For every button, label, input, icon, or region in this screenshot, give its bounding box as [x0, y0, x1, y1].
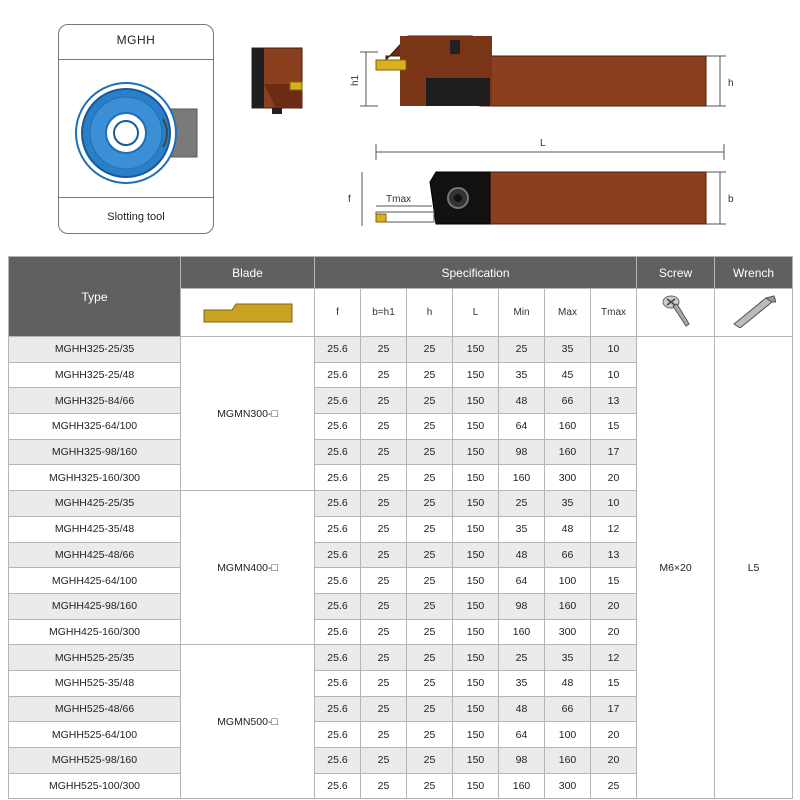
cell-tmax: 20 — [591, 722, 637, 748]
header-screw: Screw — [637, 257, 715, 289]
cell-min: 160 — [499, 773, 545, 799]
cell-tmax: 20 — [591, 619, 637, 645]
cell-f: 25.6 — [315, 722, 361, 748]
hex-wrench-icon — [732, 294, 776, 328]
screw-value: M6×20 — [637, 337, 715, 799]
cell-L: 150 — [453, 362, 499, 388]
cell-h: 25 — [407, 542, 453, 568]
dim-tmax: Tmax — [386, 194, 411, 205]
cell-h: 25 — [407, 773, 453, 799]
cell-L: 150 — [453, 645, 499, 671]
cell-max: 160 — [545, 414, 591, 440]
cell-f: 25.6 — [315, 337, 361, 363]
cell-tmax: 17 — [591, 439, 637, 465]
cell-bh1: 25 — [361, 568, 407, 594]
cell-max: 48 — [545, 516, 591, 542]
cell-f: 25.6 — [315, 388, 361, 414]
cell-L: 150 — [453, 670, 499, 696]
spec-table — [8, 256, 793, 799]
cell-tmax: 15 — [591, 568, 637, 594]
row-type: MGHH525-48/66 — [9, 696, 181, 722]
cell-h: 25 — [407, 696, 453, 722]
cell-bh1: 25 — [361, 362, 407, 388]
row-type: MGHH525-64/100 — [9, 722, 181, 748]
cell-bh1: 25 — [361, 645, 407, 671]
cell-f: 25.6 — [315, 645, 361, 671]
cell-bh1: 25 — [361, 414, 407, 440]
cell-L: 150 — [453, 773, 499, 799]
row-type: MGHH425-35/48 — [9, 516, 181, 542]
cell-bh1: 25 — [361, 722, 407, 748]
col-bh1: b=h1 — [361, 289, 407, 337]
cell-min: 25 — [499, 337, 545, 363]
cell-tmax: 12 — [591, 516, 637, 542]
cell-tmax: 10 — [591, 337, 637, 363]
row-type: MGHH525-100/300 — [9, 773, 181, 799]
cell-h: 25 — [407, 337, 453, 363]
cell-tmax: 15 — [591, 670, 637, 696]
row-type: MGHH325-98/160 — [9, 439, 181, 465]
cell-tmax: 20 — [591, 593, 637, 619]
cell-tmax: 25 — [591, 773, 637, 799]
cell-f: 25.6 — [315, 670, 361, 696]
cell-tmax: 20 — [591, 465, 637, 491]
cell-max: 300 — [545, 619, 591, 645]
cell-L: 150 — [453, 619, 499, 645]
cell-max: 160 — [545, 593, 591, 619]
cell-bh1: 25 — [361, 670, 407, 696]
cell-max: 66 — [545, 388, 591, 414]
cell-bh1: 25 — [361, 465, 407, 491]
cell-L: 150 — [453, 491, 499, 517]
wrench-icon-cell — [715, 289, 793, 337]
cell-min: 64 — [499, 722, 545, 748]
cell-bh1: 25 — [361, 491, 407, 517]
cell-bh1: 25 — [361, 748, 407, 774]
cell-tmax: 17 — [591, 696, 637, 722]
cell-bh1: 25 — [361, 337, 407, 363]
cell-tmax: 15 — [591, 414, 637, 440]
cell-bh1: 25 — [361, 542, 407, 568]
cell-h: 25 — [407, 362, 453, 388]
cell-min: 48 — [499, 388, 545, 414]
cell-L: 150 — [453, 568, 499, 594]
cell-min: 98 — [499, 593, 545, 619]
cell-min: 160 — [499, 619, 545, 645]
cell-L: 150 — [453, 722, 499, 748]
row-type: MGHH325-160/300 — [9, 465, 181, 491]
cell-f: 25.6 — [315, 619, 361, 645]
cell-tmax: 10 — [591, 491, 637, 517]
cell-max: 100 — [545, 722, 591, 748]
cell-max: 300 — [545, 465, 591, 491]
card-divider — [59, 59, 213, 60]
cell-h: 25 — [407, 414, 453, 440]
cell-min: 35 — [499, 516, 545, 542]
row-type: MGHH425-25/35 — [9, 491, 181, 517]
row-type: MGHH425-98/160 — [9, 593, 181, 619]
cell-max: 35 — [545, 491, 591, 517]
cell-h: 25 — [407, 748, 453, 774]
blade-insert-icon — [202, 302, 294, 324]
cell-max: 160 — [545, 748, 591, 774]
row-type: MGHH425-64/100 — [9, 568, 181, 594]
cell-h: 25 — [407, 465, 453, 491]
row-type: MGHH325-25/35 — [9, 337, 181, 363]
dim-L: L — [540, 138, 546, 149]
tool-top-view — [340, 130, 740, 240]
tool-side-view — [340, 30, 740, 124]
cell-min: 64 — [499, 414, 545, 440]
card-caption: Slotting tool — [107, 211, 165, 223]
screw-icon-cell — [637, 289, 715, 337]
card-title: MGHH — [116, 33, 156, 47]
dim-h1: h1 — [350, 74, 361, 86]
row-type: MGHH325-64/100 — [9, 414, 181, 440]
cell-min: 25 — [499, 645, 545, 671]
row-type: MGHH425-160/300 — [9, 619, 181, 645]
cell-f: 25.6 — [315, 593, 361, 619]
tool-card — [58, 24, 214, 234]
cell-max: 160 — [545, 439, 591, 465]
cell-max: 35 — [545, 337, 591, 363]
cell-max: 100 — [545, 568, 591, 594]
row-type: MGHH525-98/160 — [9, 748, 181, 774]
col-f: f — [315, 289, 361, 337]
row-type: MGHH425-48/66 — [9, 542, 181, 568]
cell-min: 48 — [499, 542, 545, 568]
col-min: Min — [499, 289, 545, 337]
cell-L: 150 — [453, 388, 499, 414]
row-type: MGHH325-25/48 — [9, 362, 181, 388]
cell-L: 150 — [453, 748, 499, 774]
cell-h: 25 — [407, 593, 453, 619]
row-type: MGHH525-35/48 — [9, 670, 181, 696]
cell-h: 25 — [407, 645, 453, 671]
cell-min: 35 — [499, 362, 545, 388]
slotting-illustration — [71, 69, 201, 193]
row-blade: MGMN400-□ — [181, 491, 315, 645]
blade-icon-cell — [181, 289, 315, 337]
cell-f: 25.6 — [315, 696, 361, 722]
cell-f: 25.6 — [315, 439, 361, 465]
cell-f: 25.6 — [315, 362, 361, 388]
col-tmax: Tmax — [591, 289, 637, 337]
dim-f: f — [348, 194, 351, 205]
cell-max: 66 — [545, 542, 591, 568]
screw-icon — [661, 294, 691, 328]
spec-table-body — [9, 337, 793, 799]
header-type: Type — [9, 257, 181, 337]
cell-L: 150 — [453, 542, 499, 568]
cell-bh1: 25 — [361, 516, 407, 542]
col-L: L — [453, 289, 499, 337]
row-type: MGHH525-25/35 — [9, 645, 181, 671]
cell-h: 25 — [407, 439, 453, 465]
cell-tmax: 10 — [591, 362, 637, 388]
cell-f: 25.6 — [315, 773, 361, 799]
cell-L: 150 — [453, 439, 499, 465]
cell-min: 98 — [499, 439, 545, 465]
cell-L: 150 — [453, 516, 499, 542]
cell-tmax: 12 — [591, 645, 637, 671]
row-type: MGHH325-84/66 — [9, 388, 181, 414]
cell-max: 45 — [545, 362, 591, 388]
cell-min: 48 — [499, 696, 545, 722]
cell-h: 25 — [407, 516, 453, 542]
cell-max: 66 — [545, 696, 591, 722]
cell-bh1: 25 — [361, 619, 407, 645]
cell-f: 25.6 — [315, 748, 361, 774]
cell-f: 25.6 — [315, 465, 361, 491]
cell-f: 25.6 — [315, 568, 361, 594]
cell-min: 64 — [499, 568, 545, 594]
cell-L: 150 — [453, 337, 499, 363]
cell-L: 150 — [453, 414, 499, 440]
row-blade: MGMN300-□ — [181, 337, 315, 491]
cell-max: 35 — [545, 645, 591, 671]
cell-h: 25 — [407, 670, 453, 696]
cell-L: 150 — [453, 593, 499, 619]
cell-h: 25 — [407, 722, 453, 748]
cell-bh1: 25 — [361, 439, 407, 465]
cell-f: 25.6 — [315, 542, 361, 568]
header-specification: Specification — [315, 257, 637, 289]
header-blade: Blade — [181, 257, 315, 289]
cell-max: 48 — [545, 670, 591, 696]
tool-end-view — [246, 44, 316, 116]
cell-min: 35 — [499, 670, 545, 696]
dim-h: h — [728, 78, 734, 89]
cell-f: 25.6 — [315, 414, 361, 440]
cell-min: 98 — [499, 748, 545, 774]
cell-h: 25 — [407, 491, 453, 517]
header-wrench: Wrench — [715, 257, 793, 289]
table-row — [9, 337, 793, 363]
cell-f: 25.6 — [315, 516, 361, 542]
row-blade: MGMN500-□ — [181, 645, 315, 799]
col-h: h — [407, 289, 453, 337]
cell-L: 150 — [453, 696, 499, 722]
cell-bh1: 25 — [361, 388, 407, 414]
cell-h: 25 — [407, 388, 453, 414]
cell-tmax: 13 — [591, 542, 637, 568]
cell-h: 25 — [407, 619, 453, 645]
cell-L: 150 — [453, 465, 499, 491]
cell-tmax: 13 — [591, 388, 637, 414]
cell-tmax: 20 — [591, 748, 637, 774]
cell-f: 25.6 — [315, 491, 361, 517]
card-divider — [59, 197, 213, 198]
cell-max: 300 — [545, 773, 591, 799]
wrench-value: L5 — [715, 337, 793, 799]
col-max: Max — [545, 289, 591, 337]
cell-bh1: 25 — [361, 696, 407, 722]
cell-min: 25 — [499, 491, 545, 517]
cell-bh1: 25 — [361, 773, 407, 799]
cell-bh1: 25 — [361, 593, 407, 619]
cell-h: 25 — [407, 568, 453, 594]
dim-b: b — [728, 194, 734, 205]
cell-min: 160 — [499, 465, 545, 491]
